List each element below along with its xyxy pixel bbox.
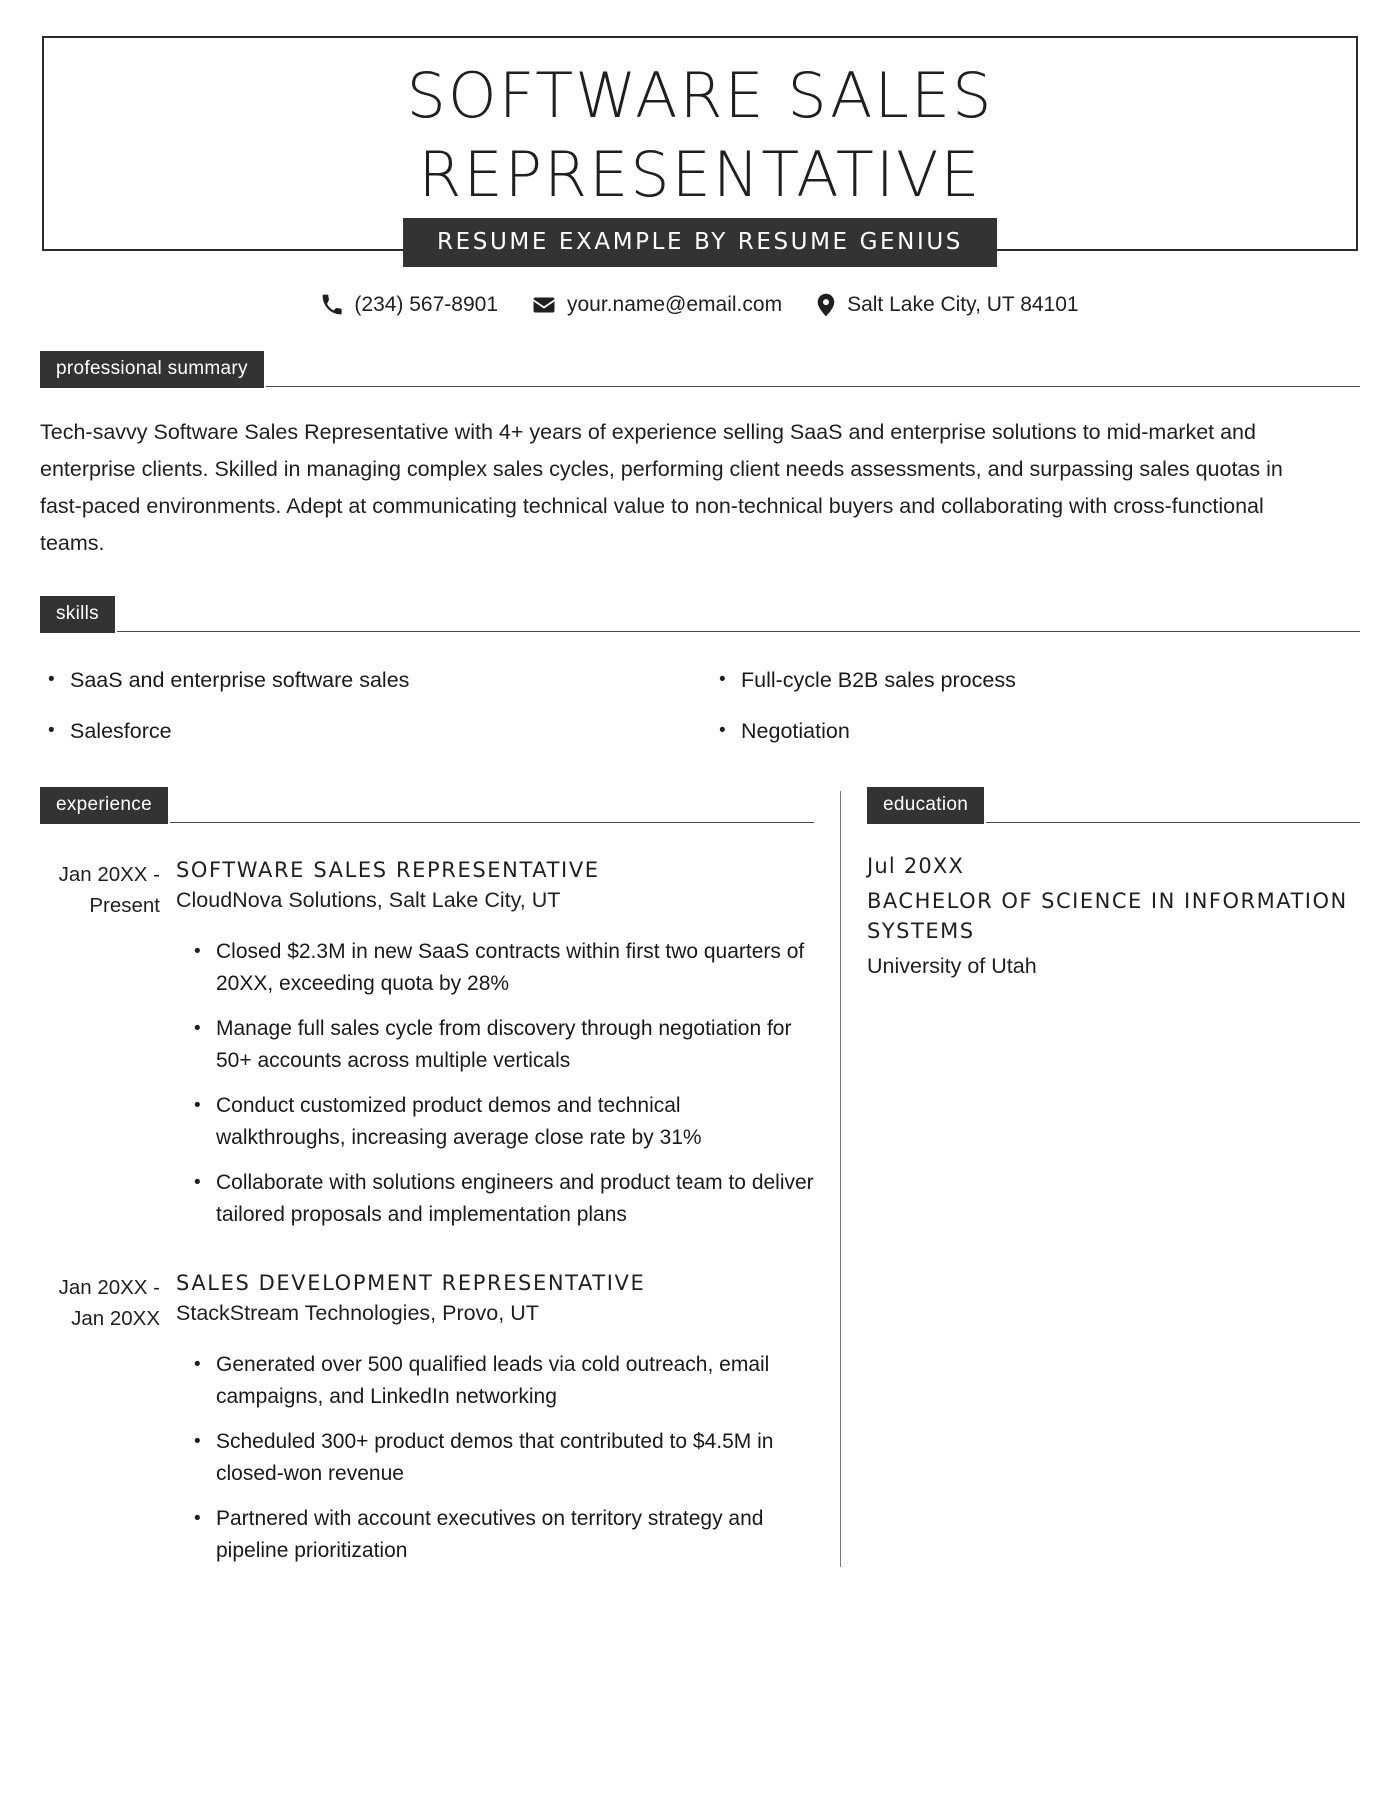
list-item: [194, 1006, 814, 1083]
bullet-text: Collaborate with solutions engineers and product team to deliver tailored proposals and implementation plans: [216, 1171, 814, 1226]
contact-email: [532, 293, 782, 317]
list-item: [48, 706, 689, 757]
education-degree: BACHELOR OF SCIENCE IN INFORMATION SYSTEMS: [867, 889, 1348, 944]
contact-row: [40, 293, 1360, 317]
list-item: [194, 1419, 814, 1496]
resume-header: [42, 36, 1358, 255]
resume-subtitle-badge: RESUME EXAMPLE BY RESUME GENIUS: [403, 218, 997, 267]
bullet-icon: •: [719, 719, 726, 741]
section-rule: [266, 386, 1360, 387]
section-header-summary: [40, 351, 1360, 388]
envelope-icon: [532, 293, 556, 317]
skills-list: [40, 655, 1360, 758]
bullet-icon: •: [719, 668, 726, 690]
bullet-text: Manage full sales cycle from discovery through negotiation for 50+ accounts across multiple verticals: [216, 1017, 792, 1072]
list-item: [194, 929, 814, 1006]
education-date: Jul 20XX: [867, 854, 965, 879]
section-header-skills: [40, 596, 1360, 633]
experience-job-title: SALES DEVELOPMENT REPRESENTATIVE: [176, 1271, 646, 1296]
section-header-education: [867, 787, 1360, 824]
experience-dates: Jan 20XX - Jan 20XX: [58, 1276, 160, 1330]
experience-job-title: SOFTWARE SALES REPRESENTATIVE: [176, 858, 600, 883]
phone-icon: [321, 294, 343, 316]
experience-bullets: [176, 1342, 814, 1573]
section-rule: [170, 822, 814, 823]
contact-phone: [321, 293, 498, 317]
body-columns: [40, 787, 1360, 1573]
section-rule: [986, 822, 1360, 823]
page-title-line-1: SOFTWARE SALES: [406, 59, 994, 132]
section-label-skills: skills: [40, 596, 115, 633]
skill-text: Negotiation: [741, 718, 850, 743]
bullet-icon: •: [194, 1508, 201, 1530]
contact-location-text: Salt Lake City, UT 84101: [847, 292, 1079, 316]
section-header-experience: [40, 787, 814, 824]
contact-email-text: your.name@email.com: [567, 292, 783, 316]
list-item: [194, 1496, 814, 1573]
list-item: [719, 706, 1360, 757]
bullet-text: Partnered with account executives on territory strategy and pipeline prioritization: [216, 1507, 764, 1562]
skill-text: Salesforce: [70, 718, 172, 743]
skill-text: SaaS and enterprise software sales: [70, 667, 410, 692]
experience-company: StackStream Technologies, Provo, UT: [176, 1301, 539, 1326]
list-item: [194, 1342, 814, 1419]
bullet-text: Conduct customized product demos and technical walkthroughs, increasing average close rate by 31%: [216, 1094, 702, 1149]
section-label-education: education: [867, 787, 984, 824]
bullet-text: Closed $2.3M in new SaaS contracts within first two quarters of 20XX, exceeding quota by 28%: [216, 940, 805, 995]
bullet-icon: •: [194, 1354, 201, 1376]
summary-text: Tech-savvy Software Sales Representative with 4+ years of experience selling SaaS and enterprise solutions to mid-market and enterprise clients. Skilled in managing complex sales cycles, performing client needs assessments, and surpassing sales quotas in fast-paced environments. Adept at communicating technical value to non-technical buyers and collaborating with cross-functional teams.: [40, 419, 1283, 555]
experience-details: [176, 858, 814, 1237]
education-school: University of Utah: [867, 953, 1037, 978]
experience-dates: Jan 20XX - Present: [58, 863, 160, 917]
bullet-icon: •: [194, 1172, 201, 1194]
bullet-text: Generated over 500 qualified leads via cold outreach, email campaigns, and LinkedIn networking: [216, 1353, 770, 1408]
section-experience: [40, 787, 840, 1573]
list-item: [194, 1160, 814, 1237]
experience-details: [176, 1271, 814, 1573]
page-title-line-2: REPRESENTATIVE: [418, 138, 982, 212]
map-pin-icon: [816, 293, 836, 317]
list-item: [194, 1083, 814, 1160]
contact-phone-text: (234) 567-8901: [354, 292, 498, 316]
bullet-icon: •: [48, 719, 55, 741]
skill-text: Full-cycle B2B sales process: [741, 667, 1016, 692]
section-label-experience: experience: [40, 787, 168, 824]
education-entry: [867, 854, 1360, 979]
section-rule: [117, 631, 1360, 632]
bullet-text: Scheduled 300+ product demos that contributed to $4.5M in closed-won revenue: [216, 1430, 774, 1485]
bullet-icon: •: [194, 941, 201, 963]
contact-location: [816, 293, 1079, 317]
experience-company: CloudNova Solutions, Salt Lake City, UT: [176, 888, 561, 913]
experience-entry: [40, 858, 814, 1237]
section-professional-summary: [40, 351, 1360, 562]
section-education: [841, 787, 1360, 1573]
section-skills: [40, 596, 1360, 758]
bullet-icon: •: [194, 1431, 201, 1453]
bullet-icon: •: [194, 1095, 201, 1117]
experience-entry: [40, 1271, 814, 1573]
list-item: [48, 655, 689, 706]
bullet-icon: •: [48, 668, 55, 690]
section-label-summary: professional summary: [40, 351, 264, 388]
list-item: [719, 655, 1360, 706]
bullet-icon: •: [194, 1018, 201, 1040]
experience-bullets: [176, 929, 814, 1237]
